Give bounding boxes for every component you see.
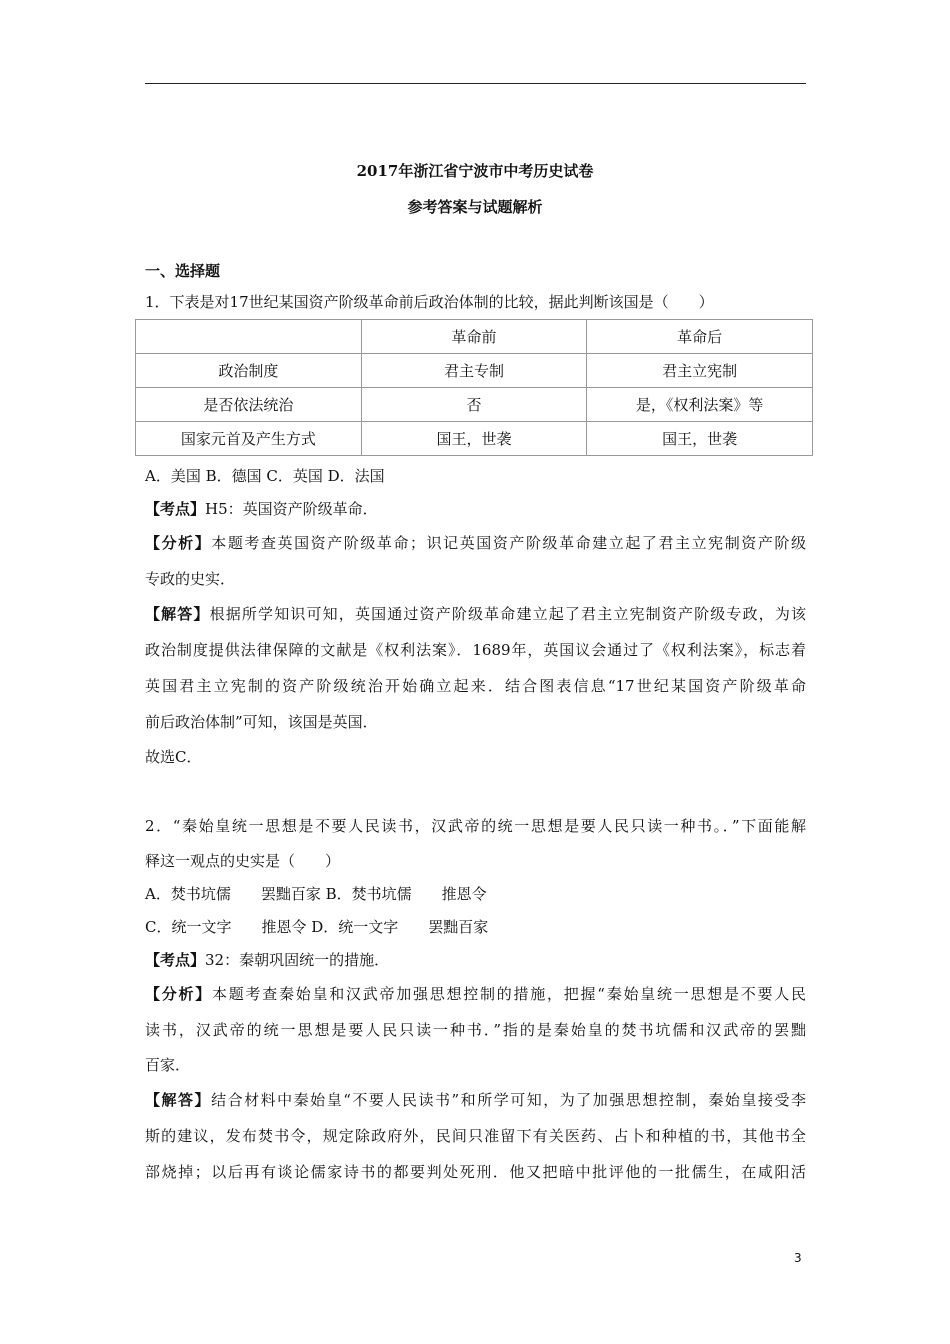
q1-stem: 1．下表是对17世纪某国资产阶级革命前后政治体制的比较，据此判断该国是（ ） (145, 293, 714, 311)
table-cell: 君主专制 (361, 354, 587, 388)
q1-kaodian (145, 499, 378, 519)
q2-fenxi-line3: 百家． (145, 1056, 191, 1074)
q1-jieda-line1 (145, 604, 806, 624)
q1-options: A．美国 B．德国 C．英国 D．法国 (145, 467, 385, 485)
kaodian-label: 【考点】 (145, 951, 206, 969)
q2-jieda-line3: 部烧掉；以后再有谈论儒家诗书的都要判处死刑．他又把暗中批评他的一批儒生，在咸阳活 (145, 1163, 806, 1181)
q2-jieda-line1 (145, 1090, 806, 1110)
fenxi-text: 本题考查秦始皇和汉武帝加强思想控制的措施，把握“秦始皇统一思想是不要人民 (212, 985, 806, 1003)
q1-jieda-line4: 前后政治体制”可知，该国是英国． (145, 713, 378, 731)
page-number: 3 (794, 1251, 802, 1265)
section-heading: 一、选择题 (145, 262, 221, 280)
table-row (136, 354, 813, 388)
jieda-text: 根据所学知识可知，英国通过资产阶级革命建立起了君主立宪制资产阶级专政，为该 (209, 605, 806, 623)
q2-stem-line2: 释这一观点的史实是（ ） (145, 852, 341, 870)
table-cell: 国王，世袭 (361, 422, 587, 456)
jieda-text: 结合材料中秦始皇“不要人民读书”和所学可知，为了加强思想控制，秦始皇接受李 (211, 1091, 806, 1109)
q1-fenxi-line2: 专政的史实． (145, 570, 236, 588)
table-cell: 政治制度 (136, 354, 362, 388)
q1-fenxi-line1 (145, 533, 806, 553)
document-subtitle: 参考答案与试题解析 (407, 198, 543, 216)
jieda-label: 【解答】 (145, 605, 210, 623)
jieda-label: 【解答】 (145, 1091, 212, 1109)
table-header-cell: 革命后 (587, 320, 813, 354)
q2-jieda-line2: 斯的建议，发布焚书令，规定除政府外，民间只准留下有关医药、占卜和种植的书，其他书全 (145, 1127, 806, 1145)
header-rule (145, 83, 806, 84)
table-cell: 国王，世袭 (587, 422, 813, 456)
q2-fenxi-line1 (145, 984, 806, 1004)
q2-stem-line1: 2．“秦始皇统一思想是不要人民读书，汉武帝的统一思想是要人民只读一种书。．”下面能解 (145, 817, 806, 835)
table-cell: 是否依法统治 (136, 388, 362, 422)
q2-options-line2: C．统一文字 推恩令 D．统一文字 罢黜百家 (145, 918, 489, 936)
table-header-cell: 革命前 (361, 320, 587, 354)
q1-answer: 故选C． (145, 748, 202, 766)
comparison-table (135, 319, 813, 456)
table-header-cell (136, 320, 362, 354)
q1-jieda-line2: 政治制度提供法律保障的文献是《权利法案》．1689年，英国议会通过了《权利法案》，标志着 (145, 641, 806, 659)
q2-kaodian (145, 950, 389, 970)
table-cell: 国家元首及产生方式 (136, 422, 362, 456)
kaodian-label: 【考点】 (145, 500, 206, 518)
table-header-row (136, 320, 813, 354)
kaodian-text: H5：英国资产阶级革命． (205, 500, 378, 518)
table-row (136, 422, 813, 456)
table-cell: 是，《权利法案》等 (587, 388, 813, 422)
fenxi-text: 本题考查英国资产阶级革命；识记英国资产阶级革命建立起了君主立宪制资产阶级 (211, 534, 806, 552)
kaodian-text: 32：秦朝巩固统一的措施． (205, 951, 390, 969)
q2-fenxi-line2: 读书，汉武帝的统一思想是要人民只读一种书．”指的是秦始皇的焚书坑儒和汉武帝的罢黜 (145, 1021, 806, 1039)
table-cell: 君主立宪制 (587, 354, 813, 388)
table-cell: 否 (361, 388, 587, 422)
document-title: 2017年浙江省宁波市中考历史试卷 (356, 162, 594, 180)
fenxi-label: 【分析】 (145, 985, 213, 1003)
q2-options-line1: A．焚书坑儒 罢黜百家 B．焚书坑儒 推恩令 (145, 885, 487, 903)
fenxi-label: 【分析】 (145, 534, 212, 552)
table-row (136, 388, 813, 422)
q1-jieda-line3: 英国君主立宪制的资产阶级统治开始确立起来．结合图表信息“17世纪某国资产阶级革命 (145, 677, 806, 695)
